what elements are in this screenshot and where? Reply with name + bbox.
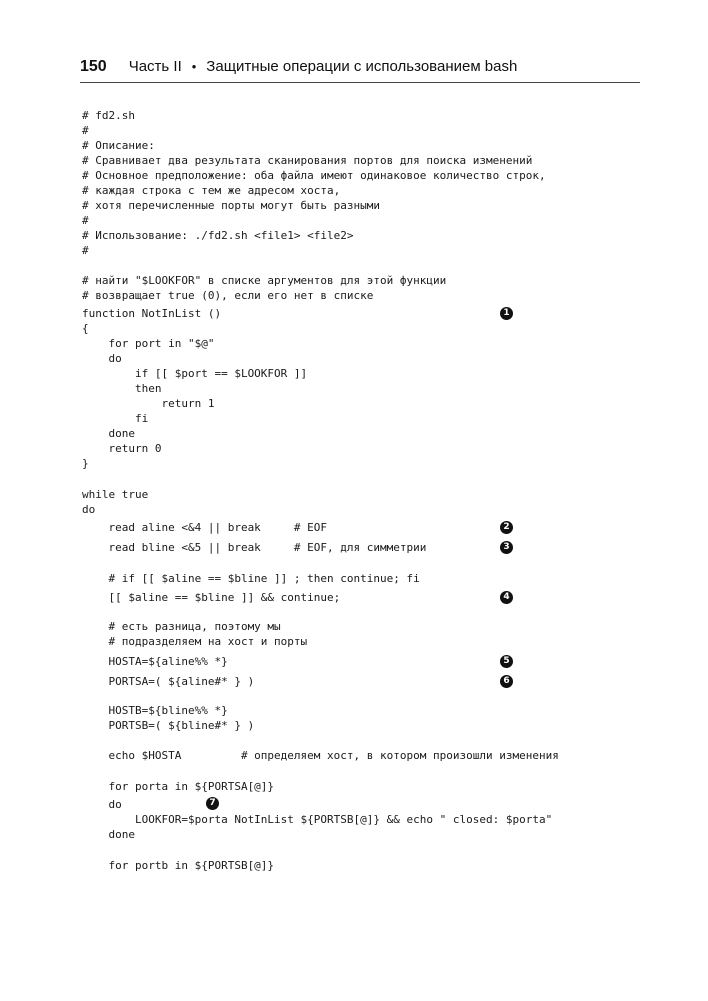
- code-line: return 0: [82, 442, 162, 455]
- code-line: }: [82, 457, 89, 470]
- callout-marker-4: 4: [500, 591, 513, 604]
- code-line: HOSTB=${bline%% *}: [82, 704, 228, 717]
- chapter-title: Защитные операции с использованием bash: [206, 58, 518, 75]
- code-line: for portb in ${PORTSB[@]}: [82, 859, 275, 872]
- code-line: #: [82, 124, 89, 137]
- callout-marker-7: 7: [206, 797, 219, 810]
- callout-marker-6: 6: [500, 675, 513, 688]
- code-line: do: [82, 352, 122, 365]
- code-line: # каждая строка с тем же адресом хоста,: [82, 184, 341, 197]
- code-line: # if [[ $aline == $bline ]] ; then continue; fi: [82, 572, 420, 585]
- page-number: 150: [80, 58, 107, 75]
- code-line: return 1: [82, 397, 215, 410]
- code-line: HOSTA=${aline%% *}: [82, 655, 228, 668]
- callout-marker-2: 2: [500, 521, 513, 534]
- code-line: while true: [82, 488, 149, 501]
- part-label: Часть II: [128, 58, 182, 75]
- code-line: # есть разница, поэтому мы: [82, 620, 281, 633]
- code-line: #: [82, 244, 89, 257]
- code-line: do: [82, 798, 122, 811]
- code-line: {: [82, 322, 89, 335]
- code-line: if [[ $port == $LOOKFOR ]]: [82, 367, 308, 380]
- code-line: for porta in ${PORTSA[@]}: [82, 780, 275, 793]
- code-line: function NotInList (): [82, 307, 222, 320]
- header-bullet: •: [191, 59, 197, 74]
- code-line: # Сравнивает два результата сканирования портов для поиска изменений: [82, 154, 533, 167]
- code-line: read aline <&4 || break # EOF: [82, 521, 328, 534]
- callout-marker-5: 5: [500, 655, 513, 668]
- code-line: # подразделяем на хост и порты: [82, 635, 308, 648]
- code-line: # Описание:: [82, 139, 155, 152]
- code-line: # fd2.sh: [82, 109, 135, 122]
- code-line: do: [82, 503, 96, 516]
- callout-marker-1: 1: [500, 307, 513, 320]
- code-line: # найти "$LOOKFOR" в списке аргументов для этой функции: [82, 274, 447, 287]
- page-header: [80, 58, 640, 82]
- code-line: PORTSA=( ${aline#* } ): [82, 675, 255, 688]
- code-line: for port in "$@": [82, 337, 215, 350]
- code-line: echo $HOSTA # определяем хост, в котором произошли изменения: [82, 749, 559, 762]
- code-line: fi: [82, 412, 149, 425]
- code-line: read bline <&5 || break # EOF, для симметрии: [82, 541, 427, 554]
- callout-marker-3: 3: [500, 541, 513, 554]
- code-line: # Основное предположение: оба файла имеют одинаковое количество строк,: [82, 169, 546, 182]
- code-line: PORTSB=( ${bline#* } ): [82, 719, 255, 732]
- code-line: then: [82, 382, 162, 395]
- code-line: done: [82, 427, 135, 440]
- header-rule: [80, 82, 640, 83]
- code-line: # Использование: ./fd2.sh <file1> <file2>: [82, 229, 354, 242]
- code-line: # хотя перечисленные порты могут быть разными: [82, 199, 381, 212]
- code-line: [[ $aline == $bline ]] && continue;: [82, 591, 341, 604]
- code-line: done: [82, 828, 135, 841]
- code-line: # возвращает true (0), если его нет в списке: [82, 289, 374, 302]
- code-line: #: [82, 214, 89, 227]
- code-line: LOOKFOR=$porta NotInList ${PORTSB[@]} && echo " closed: $porta": [82, 813, 553, 826]
